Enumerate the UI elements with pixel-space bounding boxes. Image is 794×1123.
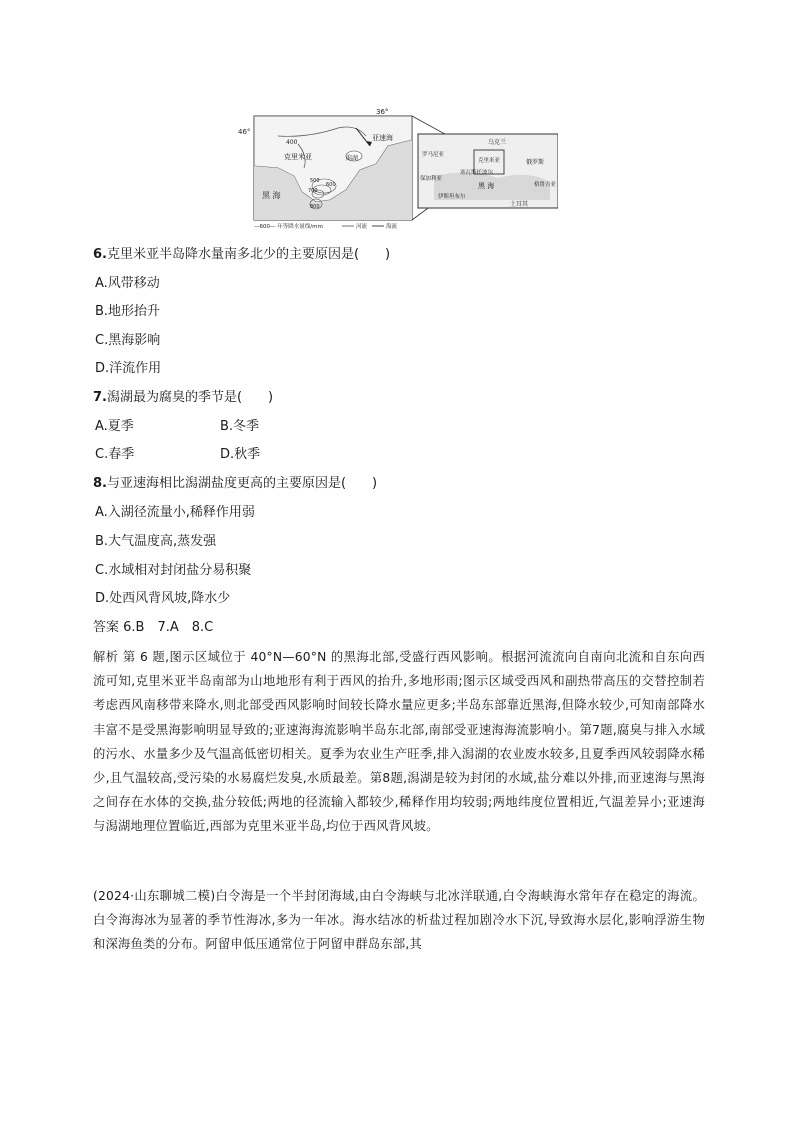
label-iso-600: 600: [326, 182, 336, 188]
q8-option-d: D.处西风背风坡,降水少: [95, 591, 231, 606]
q6-option-c: C.黑海影响: [95, 333, 161, 348]
label-romania: 罗马尼亚: [422, 152, 445, 158]
q7-option-a: A.夏季: [95, 419, 134, 434]
q6-option-a: A.风带移动: [95, 276, 160, 291]
label-black-sea-right: 黑 海: [478, 182, 495, 190]
question-7-stem: 潟湖最为腐臭的季节是( ): [106, 390, 274, 405]
q6-option-d: D.洋流作用: [95, 361, 162, 376]
explanation-paragraph: [93, 645, 705, 839]
label-iso-800: 800: [310, 204, 320, 210]
label-crimea-right: 克里米亚: [478, 158, 501, 164]
label-ukraine: 乌克兰: [488, 139, 507, 146]
label-iso-700: 700: [308, 188, 318, 194]
question-7: [93, 391, 273, 404]
question-7-number: 7.: [93, 390, 107, 405]
q7-option-d: D.秋季: [220, 447, 261, 462]
legend-isohyet: —600— 年等降水量线/mm: [254, 224, 323, 230]
label-georgia: 格鲁吉亚: [534, 182, 557, 188]
legend-river: 河流: [356, 224, 368, 230]
label-turkey: 土耳其: [510, 201, 529, 208]
q8-option-a: A.入湖径流量小,稀释作用弱: [95, 505, 255, 520]
question-6-number: 6.: [93, 247, 107, 262]
question-8: [93, 477, 377, 490]
q8-option-c: C.水域相对封闭盐分易积聚: [95, 563, 252, 578]
question-6: [93, 248, 390, 261]
q6-option-b: B.地形抬升: [95, 304, 161, 319]
label-iso-400: 400: [286, 139, 298, 146]
label-crimea-left: 克里米亚: [284, 153, 312, 161]
lat-label-46: 46°: [238, 128, 251, 136]
label-istanbul: 伊斯坦布尔: [438, 194, 466, 200]
question-8-stem: 与亚速海相比潟湖盐度更高的主要原因是( ): [106, 476, 378, 491]
crimea-map-svg: [238, 106, 558, 230]
question-6-stem: 克里米亚半岛降水量南多北少的主要原因是( ): [106, 247, 391, 262]
explanation-text: 第 6 题,图示区域位于 40°N—60°N 的黑海北部,受盛行西风影响。根据河流流向自南向北流和自东向西流可知,克里米亚半岛南部为山地地形有利于西风的抬升,多地形雨;图示区域受西风和副热带高压的交替控制若考虑西风南移带来降水,则北部受西风影响时间较长降水量应更多;半岛东部靠近黑海,但降水较少,可知南部降水丰富不是受黑海影响明显导致的;亚速海海流影响半岛东北部,南部受亚速海海流影响小。第7题,腐臭与排入水域的污水、水量多少及气温高低密切相关。夏季为农业生产旺季,排入潟湖的农业废水较多,且夏季西风较弱降水稀少,且气温较高,受污染的水易腐烂发臭,水质最差。第8题,潟湖是较为封闭的水域,盐分难以外排,而亚速海与黑海之间存在水体的交换,盐分较低;两地的径流输入都较少,稀释作用均较弱;两地纬度位置相近,气温差异小;亚速海与潟湖地理位置临近,西部为克里米亚半岛,均位于西风背风坡。: [93, 650, 705, 834]
q7-option-c: C.春季: [95, 447, 135, 462]
label-bulgaria: 保加利亚: [420, 176, 443, 182]
label-russia: 俄罗斯: [526, 159, 545, 166]
next-passage: (2024·山东聊城二模)白令海是一个半封闭海域,由白令海峡与北冰洋联通,白令海峡海水常年存在稳定的海流。白令海海冰为显著的季节性海冰,多为一年冰。海水结冰的析盐过程加剧冷水下沉,导致海水层化,影响浮游生物和深海鱼类的分布。阿留申低压通常位于阿留申群岛东部,其: [93, 889, 705, 952]
explanation-label: 解析: [93, 650, 119, 664]
label-sevastopol: 塞瓦斯托波尔: [460, 170, 494, 176]
lon-label-36: 36°: [376, 108, 389, 116]
map-figure: [238, 106, 558, 230]
legend-current: 海流: [386, 224, 398, 230]
q7-option-b: B.冬季: [220, 419, 260, 434]
label-lagoon: 潟湖: [346, 155, 359, 162]
label-azov: 亚速海: [372, 134, 393, 142]
q8-option-b: B.大气温度高,蒸发强: [95, 534, 217, 549]
label-iso-500: 500: [310, 178, 320, 184]
answer-line: 答案 6.B 7.A 8.C: [93, 620, 214, 635]
label-black-sea-left: 黑 海: [262, 191, 281, 200]
question-8-number: 8.: [93, 476, 107, 491]
